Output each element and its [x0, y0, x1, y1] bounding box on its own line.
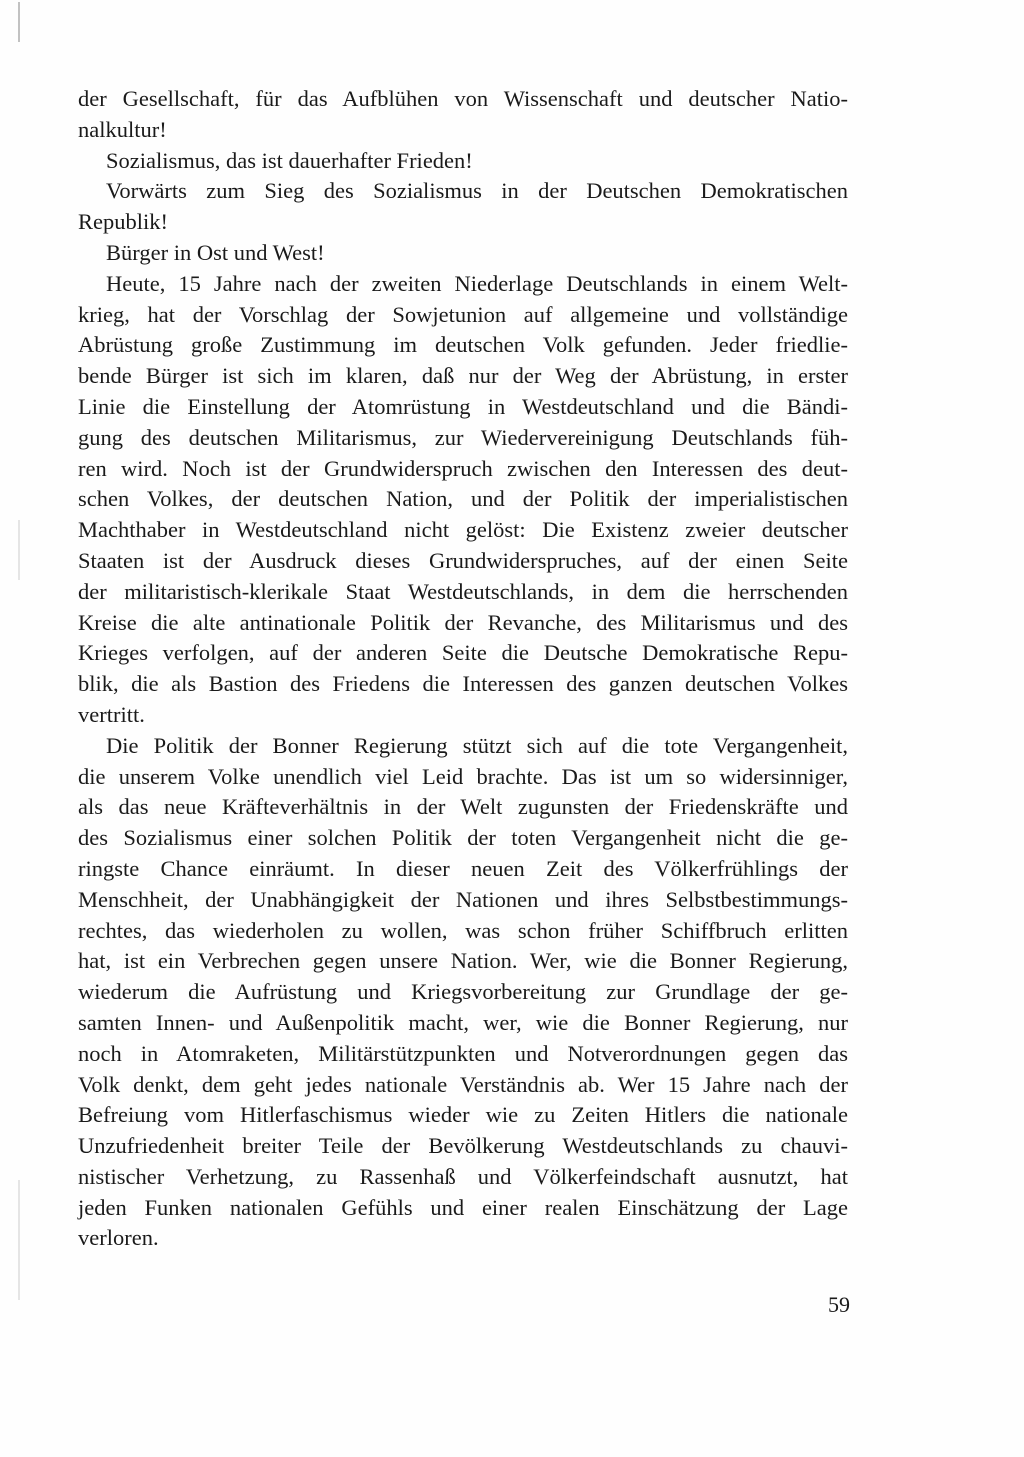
scan-margin-mark — [18, 2, 20, 42]
body-text — [78, 84, 848, 1254]
text-line: gung des deutschen Militarismus, zur Wiedervereinigung Deutschlands füh- — [78, 424, 848, 450]
text-line: ringste Chance einräumt. In dieser neuen Zeit des Völkerfrühlings der — [78, 855, 848, 881]
text-line: als das neue Kräfteverhältnis in der Welt zugunsten der Friedenskräfte und — [78, 794, 848, 820]
text-line: Linie die Einstellung der Atomrüstung in Westdeutschland und die Bändi- — [78, 393, 848, 419]
text-line: wiederum die Aufrüstung und Kriegsvorbereitung zur Grundlage der ge- — [78, 979, 848, 1005]
text-line: rechtes, das wiederholen zu wollen, was schon früher Schiffbruch erlitten — [78, 917, 848, 943]
text-line: die unserem Volke unendlich viel Leid brachte. Das ist um so widersinniger, — [78, 763, 848, 789]
scan-margin-mark — [18, 520, 20, 580]
text-line: jeden Funken nationalen Gefühls und einer realen Einschätzung der Lage — [78, 1194, 848, 1220]
text-line: hat, ist ein Verbrechen gegen unsere Nation. Wer, wie die Bonner Regierung, — [78, 948, 848, 974]
text-line: nistischer Verhetzung, zu Rassenhaß und Völkerfeindschaft ausnutzt, hat — [78, 1163, 848, 1189]
text-line: verloren. — [78, 1225, 159, 1251]
text-line: ren wird. Noch ist der Grundwiderspruch zwischen den Interessen des deut- — [78, 455, 848, 481]
text-line: Machthaber in Westdeutschland nicht gelöst: Die Existenz zweier deutscher — [78, 517, 848, 543]
scan-margin-mark — [18, 1180, 20, 1300]
text-line: Abrüstung große Zustimmung im deutschen Volk gefunden. Jeder friedlie- — [78, 332, 848, 358]
text-line: Volk denkt, dem geht jedes nationale Verständnis ab. Wer 15 Jahre nach der — [78, 1071, 848, 1097]
text-line: des Sozialismus einer solchen Politik der toten Vergangenheit nicht die ge- — [78, 825, 848, 851]
text-line: Republik! — [78, 209, 168, 235]
text-line: Kreise die alte antinationale Politik der Revanche, des Militarismus und des — [78, 609, 848, 635]
text-line: Unzufriedenheit breiter Teile der Bevölkerung Westdeutschlands zu chauvi- — [78, 1133, 848, 1159]
text-line: Staaten ist der Ausdruck dieses Grundwiderspruches, auf der einen Seite — [78, 547, 848, 573]
text-line: samten Innen- und Außenpolitik macht, wer, wie die Bonner Regierung, nur — [78, 1009, 848, 1035]
text-line: nalkultur! — [78, 116, 167, 142]
text-line: Die Politik der Bonner Regierung stützt sich auf die tote Vergangenheit, — [106, 732, 848, 758]
text-line: krieg, hat der Vorschlag der Sowjetunion auf allgemeine und vollständige — [78, 301, 848, 327]
text-line: Krieges verfolgen, auf der anderen Seite die Deutsche Demokratische Repu- — [78, 640, 848, 666]
text-line: Bürger in Ost und West! — [106, 239, 325, 265]
text-line: bende Bürger ist sich im klaren, daß nur der Weg der Abrüstung, in erster — [78, 363, 848, 389]
text-line: der militaristisch-klerikale Staat Westdeutschlands, in dem die herrschenden — [78, 578, 848, 604]
text-line: der Gesellschaft, für das Aufblühen von Wissenschaft und deutscher Natio- — [78, 86, 848, 111]
text-line: noch in Atomraketen, Militärstützpunkten und Notverordnungen gegen das — [78, 1040, 848, 1066]
text-line: Vorwärts zum Sieg des Sozialismus in der Deutschen Demokratischen — [106, 178, 848, 204]
text-line: blik, die als Bastion des Friedens die Interessen des ganzen deutschen Volkes — [78, 671, 848, 697]
page-number: 59 — [828, 1292, 850, 1317]
text-line: Befreiung vom Hitlerfaschismus wieder wie zu Zeiten Hitlers die nationale — [78, 1102, 848, 1128]
text-line: schen Volkes, der deutschen Nation, und der Politik der imperialistischen — [78, 486, 848, 512]
text-line: Menschheit, der Unabhängigkeit der Nationen und ihres Selbstbestimmungs- — [78, 886, 848, 912]
text-line: Sozialismus, das ist dauerhafter Frieden! — [106, 147, 473, 173]
text-line: Heute, 15 Jahre nach der zweiten Niederlage Deutschlands in einem Welt- — [106, 270, 848, 296]
text-line: vertritt. — [78, 701, 145, 727]
